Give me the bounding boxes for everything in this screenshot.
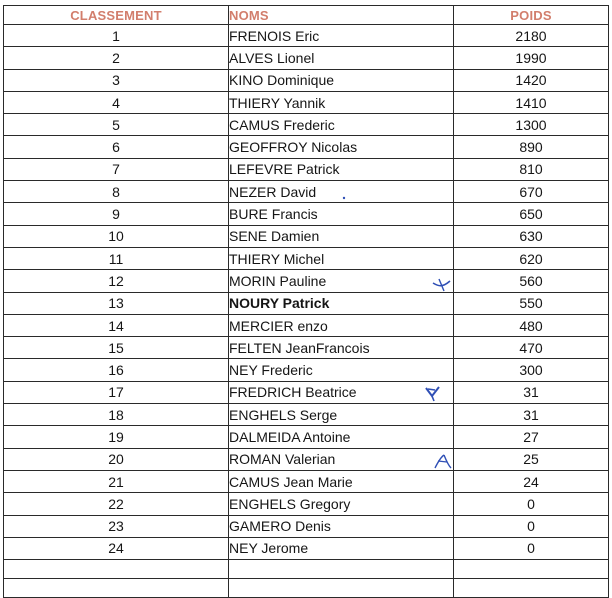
header-rank: CLASSEMENT [4, 6, 229, 25]
table-row [4, 25, 609, 47]
cell-rank: 18 [4, 404, 229, 426]
cell-name: CAMUS Frederic [229, 114, 454, 136]
cell-weight: 27 [454, 426, 609, 448]
cell-name: THIERY Michel [229, 247, 454, 269]
cell-weight: 470 [454, 337, 609, 359]
table-row [4, 537, 609, 559]
cell-name: ENGHELS Serge [229, 404, 454, 426]
cell-name: NOURY Patrick [229, 292, 454, 314]
cell-name: MERCIER enzo [229, 314, 454, 336]
cell-weight: 560 [454, 270, 609, 292]
cell-weight: 24 [454, 470, 609, 492]
empty-cell [454, 579, 609, 598]
cell-name: ROMAN Valerian [229, 448, 454, 470]
cell-weight: 0 [454, 515, 609, 537]
cell-weight: 620 [454, 247, 609, 269]
cell-rank: 2 [4, 47, 229, 69]
cell-weight: 480 [454, 314, 609, 336]
cell-weight: 810 [454, 158, 609, 180]
empty-row [4, 579, 609, 598]
table-row [4, 136, 609, 158]
empty-cell [4, 560, 229, 579]
cell-rank: 24 [4, 537, 229, 559]
header-weight: POIDS [454, 6, 609, 25]
table-row [4, 470, 609, 492]
cell-weight: 0 [454, 537, 609, 559]
cell-rank: 17 [4, 381, 229, 403]
cell-rank: 20 [4, 448, 229, 470]
cell-name: SENE Damien [229, 225, 454, 247]
cell-weight: 650 [454, 203, 609, 225]
table-body [4, 25, 609, 598]
table-row [4, 292, 609, 314]
cell-rank: 9 [4, 203, 229, 225]
table-row [4, 91, 609, 113]
ranking-table [3, 5, 609, 598]
empty-cell [4, 579, 229, 598]
cell-weight: 25 [454, 448, 609, 470]
cell-name: FRENOIS Eric [229, 25, 454, 47]
cell-name: FELTEN JeanFrancois [229, 337, 454, 359]
cell-name: MORIN Pauline [229, 270, 454, 292]
header-name: NOMS [229, 6, 454, 25]
table-row [4, 158, 609, 180]
table-row [4, 493, 609, 515]
table-row [4, 404, 609, 426]
cell-name: NEY Frederic [229, 359, 454, 381]
cell-weight: 630 [454, 225, 609, 247]
cell-rank: 13 [4, 292, 229, 314]
empty-cell [454, 560, 609, 579]
cell-weight: 31 [454, 381, 609, 403]
cell-name: GEOFFROY Nicolas [229, 136, 454, 158]
cell-rank: 22 [4, 493, 229, 515]
table-row [4, 270, 609, 292]
cell-rank: 12 [4, 270, 229, 292]
cell-name: LEFEVRE Patrick [229, 158, 454, 180]
cell-rank: 16 [4, 359, 229, 381]
cell-rank: 11 [4, 247, 229, 269]
cell-weight: 1300 [454, 114, 609, 136]
cell-rank: 5 [4, 114, 229, 136]
table-row [4, 69, 609, 91]
cell-weight: 300 [454, 359, 609, 381]
table-row [4, 203, 609, 225]
cell-rank: 7 [4, 158, 229, 180]
cell-rank: 14 [4, 314, 229, 336]
cell-name: KINO Dominique [229, 69, 454, 91]
cell-weight: 1420 [454, 69, 609, 91]
cell-rank: 1 [4, 25, 229, 47]
table-row [4, 448, 609, 470]
empty-row [4, 560, 609, 579]
cell-weight: 550 [454, 292, 609, 314]
cell-name: FREDRICH Beatrice [229, 381, 454, 403]
empty-cell [229, 579, 454, 598]
table-row [4, 337, 609, 359]
cell-weight: 0 [454, 493, 609, 515]
table-row [4, 247, 609, 269]
cell-weight: 1990 [454, 47, 609, 69]
cell-name: ENGHELS Gregory [229, 493, 454, 515]
table-row [4, 359, 609, 381]
cell-name: NEY Jerome [229, 537, 454, 559]
cell-rank: 21 [4, 470, 229, 492]
cell-name: DALMEIDA Antoine [229, 426, 454, 448]
header-row [4, 6, 609, 25]
cell-rank: 15 [4, 337, 229, 359]
table-row [4, 515, 609, 537]
cell-name: CAMUS Jean Marie [229, 470, 454, 492]
empty-cell [229, 560, 454, 579]
cell-name: GAMERO Denis [229, 515, 454, 537]
cell-rank: 19 [4, 426, 229, 448]
cell-name: THIERY Yannik [229, 91, 454, 113]
table-row [4, 381, 609, 403]
cell-weight: 31 [454, 404, 609, 426]
cell-rank: 23 [4, 515, 229, 537]
cell-name: BURE Francis [229, 203, 454, 225]
table-row [4, 314, 609, 336]
table-row [4, 426, 609, 448]
table-row [4, 47, 609, 69]
cell-rank: 3 [4, 69, 229, 91]
table-row [4, 225, 609, 247]
cell-name: NEZER David [229, 181, 454, 203]
cell-rank: 4 [4, 91, 229, 113]
cell-weight: 2180 [454, 25, 609, 47]
table-row [4, 114, 609, 136]
table-header [4, 6, 609, 25]
cell-rank: 8 [4, 181, 229, 203]
cell-rank: 6 [4, 136, 229, 158]
cell-weight: 670 [454, 181, 609, 203]
table-row [4, 181, 609, 203]
cell-name: ALVES Lionel [229, 47, 454, 69]
cell-weight: 1410 [454, 91, 609, 113]
cell-rank: 10 [4, 225, 229, 247]
cell-weight: 890 [454, 136, 609, 158]
